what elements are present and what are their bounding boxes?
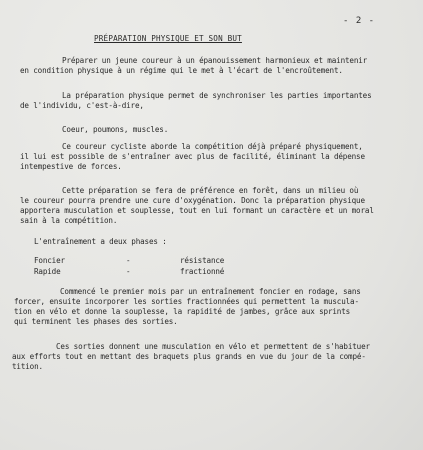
text-line: le coureur pourra prendre une cure d'oxygénation. Donc la préparation physique [20,196,365,205]
section-title: PRÉPARATION PHYSIQUE ET SON BUT [94,34,242,43]
text-line: de l'individu, c'est-à-dire, [20,101,144,110]
text-line: La préparation physique permet de synchroniser les parties importantes [62,91,372,100]
text-line: intempestive de forces. [20,162,122,171]
page-number: - 2 - [343,16,376,26]
text-line: Coeur, poumons, muscles. [62,125,169,134]
text-line: qui terminent les phases des sorties. [14,317,178,326]
phase-dash: - [126,267,131,276]
text-line: en condition physique à un régime qui le met à l'écart de l'encroûtement. [20,66,343,75]
text-line: L'entraînement a deux phases : [34,237,167,246]
text-line: aux efforts tout en mettant des braquets plus grands en vue du jour de la compé- [12,352,366,361]
text-line: tition. [12,362,43,371]
text-line: apportera musculation et souplesse, tout en lui formant un caractère et un moral [20,206,374,215]
text-line: il lui est possible de s'entraîner avec plus de facilité, éliminant la dépense [20,152,365,161]
text-line: Commencé le premier mois par un entraînement foncier en rodage, sans [60,287,361,296]
phase-name: Rapide [34,267,61,276]
text-line: Ces sorties donnent une musculation en vélo et permettent de s'habituer [56,342,370,351]
text-line: Cette préparation se fera de préférence en forêt, dans un milieu où [62,186,359,195]
phase-kind: résistance [180,256,225,265]
text-line: Préparer un jeune coureur à un épanouissement harmonieux et maintenir [62,56,368,65]
phase-kind: fractionné [180,267,225,276]
text-line: Ce coureur cycliste aborde la compétition déjà préparé physiquement, [62,142,363,151]
text-line: sain à la compétition. [20,216,118,225]
text-line: forcer, ensuite incorporer les sorties fractionnées qui permettent la muscula- [14,297,359,306]
text-line: tion en vélo et donne la souplesse, la rapidité de jambes, grâce aux sprints [14,307,351,316]
phase-name: Foncier [34,256,65,265]
phase-dash: - [126,256,131,265]
